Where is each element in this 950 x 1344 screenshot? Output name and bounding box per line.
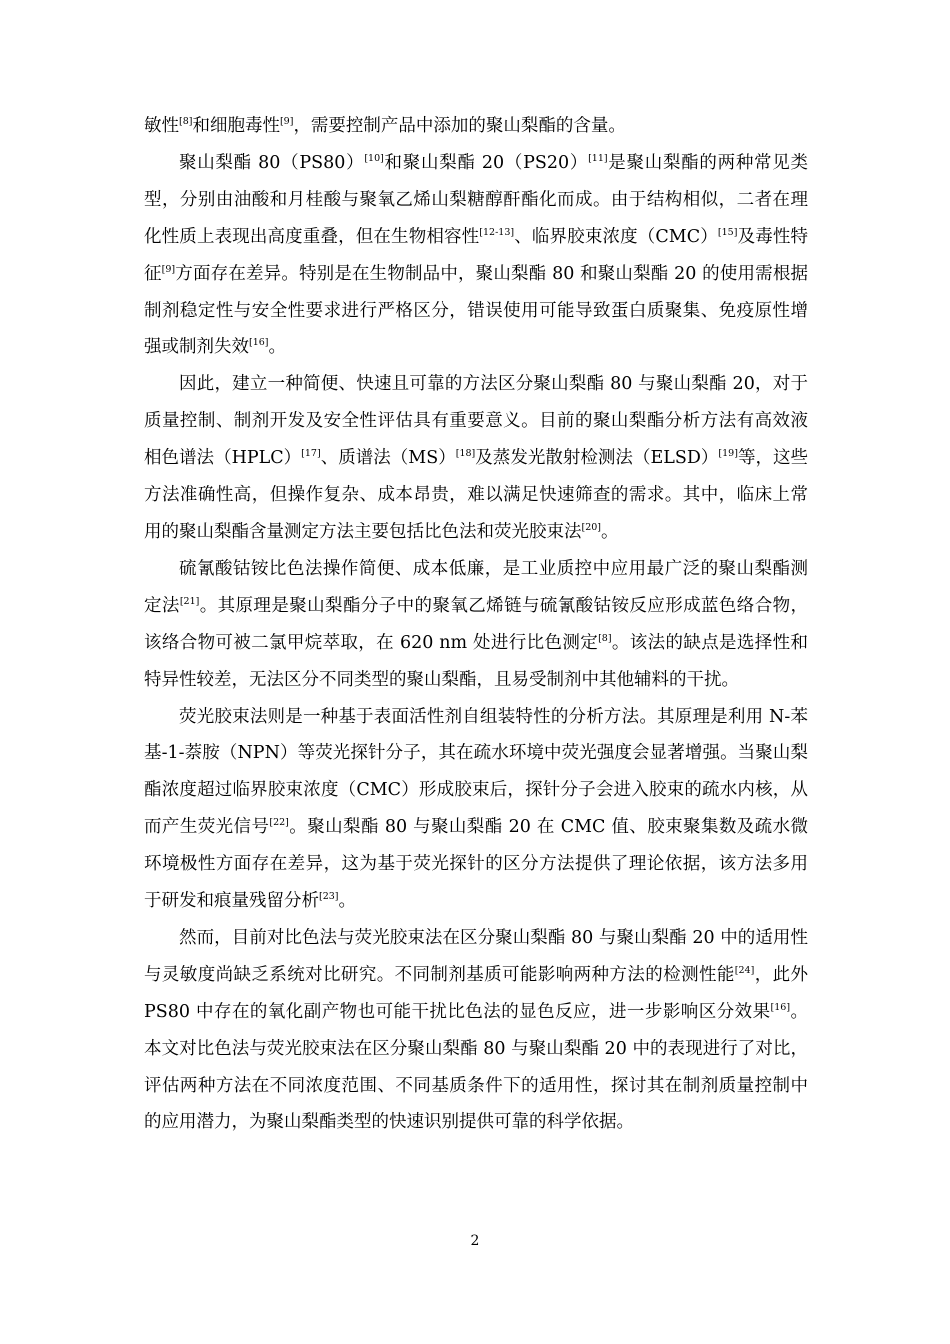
text-run: 。 <box>601 521 619 542</box>
citation: [15] <box>717 226 738 238</box>
text-run: 、临界胶束浓度（CMC） <box>514 226 718 247</box>
citation: [16] <box>770 1001 791 1013</box>
citation: [8] <box>179 115 193 127</box>
text-run: ，需要控制产品中添加的聚山梨酯的含量。 <box>293 116 626 136</box>
text-run: 聚山梨酯 80（PS80） <box>179 152 365 173</box>
citation: [18] <box>455 448 476 460</box>
paragraph-5 <box>144 699 808 920</box>
text-run: 和细胞毒性 <box>192 116 280 136</box>
citation: [23] <box>319 890 339 902</box>
text-run: 。该法的缺点是选择性和特异性较差，无法区分不同类型的聚山梨酯，且易受制剂中其他辅料的干扰。 <box>144 632 808 690</box>
citation: [19] <box>718 448 738 460</box>
citation: [10] <box>364 152 384 164</box>
text-run: 。聚山梨酯 80 与聚山梨酯 20 在 CMC 值、胶束聚集数及疏水微环境极性方面存在差异，这为基于荧光探针的区分方法提供了理论依据，该方法多用于研发和痕量残留分析 <box>144 817 809 912</box>
text-run: 。 <box>268 337 287 358</box>
text-run: 及蒸发光散射检测法（ELSD） <box>475 448 719 469</box>
text-run: 等，这些方法准确性高，但操作复杂、成本昂贵，难以满足快速筛查的需求。其中，临床上常用的聚山梨酯含量测定方法主要包括比色法和荧光胶束法 <box>144 448 809 542</box>
text-run: 。其原理是聚山梨酯分子中的聚氧乙烯链与硫氰酸钴铵反应形成蓝色络合物，该络合物可被二氯甲烷萃取，在 620 nm 处进行比色测定 <box>144 595 809 653</box>
page-number: 2 <box>470 1233 480 1249</box>
body-text <box>144 108 808 1141</box>
citation: [21] <box>179 595 200 607</box>
paragraph-6 <box>144 920 808 1141</box>
citation: [24] <box>734 964 755 976</box>
citation: [11] <box>588 152 608 164</box>
citation: [16] <box>249 337 269 349</box>
paragraph-4 <box>144 551 808 699</box>
text-run: 、质谱法（MS） <box>320 448 456 469</box>
citation: [20] <box>581 521 602 533</box>
citation: [9] <box>161 263 176 275</box>
text-run: 。 <box>338 891 357 912</box>
citation: [8] <box>598 632 612 644</box>
text-run: 和聚山梨酯 20（PS20） <box>383 152 589 173</box>
text-run: 敏性 <box>144 116 179 136</box>
text-run: 然而，目前对比色法与荧光胶束法在区分聚山梨酯 80 与聚山梨酯 20 中的适用性与灵敏度尚缺乏系统对比研究。不同制剂基质可能影响两种方法的检测性能 <box>144 927 808 985</box>
text-run: 荧光胶束法则是一种基于表面活性剂自组装特性的分析方法。其原理是利用 N-苯基-1-萘胺（NPN）等荧光探针分子，其在疏水环境中荧光强度会显著增强。当聚山梨酯浓度超过临界胶束浓度（CMC）形成胶束后，探针分子会进入胶束的疏水内核，从而产生荧光信号 <box>144 706 808 838</box>
text-run: 及毒性特征 <box>144 226 809 284</box>
citation: [22] <box>269 817 289 829</box>
text-run: 因此，建立一种简便、快速且可靠的方法区分聚山梨酯 80 与聚山梨酯 20，对于质量控制、制剂开发及安全性评估具有重要意义。目前的聚山梨酯分析方法有高效液相色谱法（HPLC） <box>144 374 808 469</box>
citation: [9] <box>279 115 294 127</box>
paragraph-2 <box>144 145 808 366</box>
text-run: 方面存在差异。特别是在生物制品中，聚山梨酯 80 和聚山梨酯 20 的使用需根据制剂稳定性与安全性要求进行严格区分，错误使用可能导致蛋白质聚集、免疫原性增强或制剂失效 <box>144 263 808 358</box>
citation: [12-13] <box>479 226 515 238</box>
paragraph-1 <box>144 108 808 145</box>
text-run: 硫氰酸钴铵比色法操作简便、成本低廉，是工业质控中应用最广泛的聚山梨酯测定法 <box>144 558 808 616</box>
text-run: ，此外 PS80 中存在的氧化副产物也可能干扰比色法的显色反应，进一步影响区分效果 <box>144 964 809 1022</box>
paragraph-3 <box>144 366 808 551</box>
citation: [17] <box>301 448 321 460</box>
text-run: 是聚山梨酯的两种常见类型，分别由油酸和月桂酸与聚氧乙烯山梨糖醇酐酯化而成。由于结构相似，二者在理化性质上表现出高度重叠，但在生物相容性 <box>144 152 808 247</box>
text-run: 。本文对比色法与荧光胶束法在区分聚山梨酯 80 与聚山梨酯 20 中的表现进行了对比，评估两种方法在不同浓度范围、不同基质条件下的适用性，探讨其在制剂质量控制中的应用潜力，为聚山梨酯类型的快速识别提供可靠的科学依据。 <box>144 1001 808 1133</box>
